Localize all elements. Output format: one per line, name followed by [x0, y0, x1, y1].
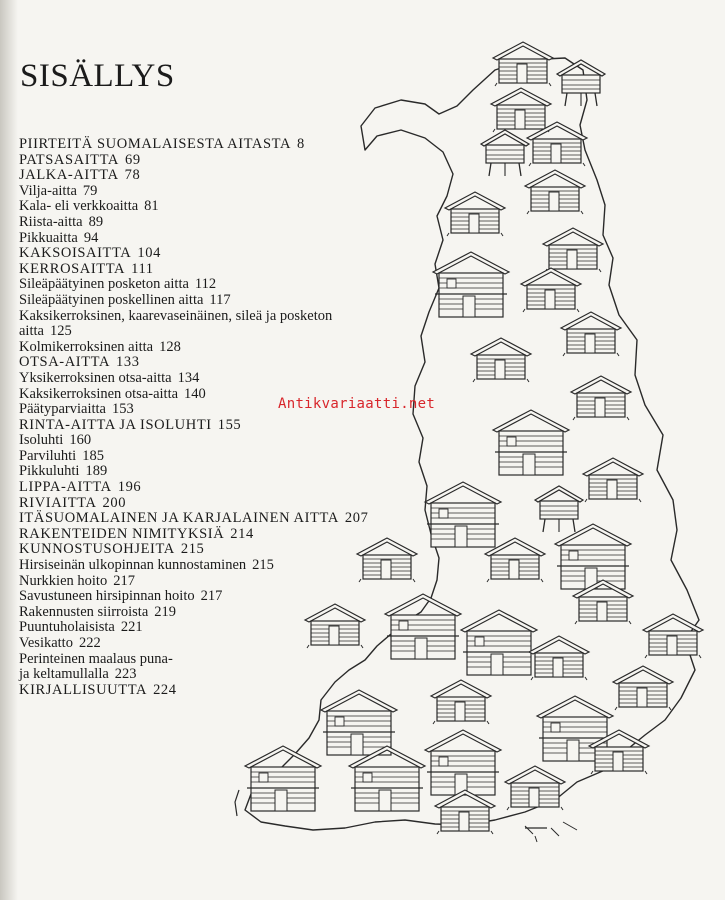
- toc-entry-title: aitta: [19, 323, 44, 340]
- toc-entry-page-number: 155: [217, 416, 242, 433]
- toc-entry-title: Hirsiseinän ulkopinnan kunnostaminen: [19, 557, 247, 574]
- page-title: SISÄLLYS: [20, 58, 175, 94]
- toc-entry-title: JALKA-AITTA: [19, 167, 119, 184]
- toc-entry-title: Pikkuluhti: [19, 463, 80, 480]
- toc-entry-page-number: 160: [69, 432, 92, 449]
- toc-entry-page-number: 222: [78, 635, 101, 651]
- toc-entry-page-number: 112: [194, 276, 217, 293]
- toc-entry-title: Kaksikerroksinen otsa-aitta: [19, 385, 179, 402]
- toc-entry-page-number: 223: [114, 666, 137, 683]
- toc-entry-page-number: 89: [88, 213, 104, 230]
- toc-entry-page-number: 117: [209, 291, 231, 308]
- toc-entry-title: KERROSAITTA: [19, 260, 126, 277]
- toc-entry-page-number: 224: [153, 681, 177, 698]
- toc-entry-page-number: 221: [120, 619, 143, 636]
- toc-entry-page-number: 215: [180, 541, 205, 558]
- toc-entry-title: Isoluhti: [19, 432, 64, 449]
- toc-entry-page-number: 125: [49, 323, 72, 340]
- toc-entry-page-number: 214: [230, 525, 254, 542]
- toc-entry-title: Kaksikerroksinen, kaarevaseinäinen, sileä ja posketon: [19, 307, 333, 324]
- toc-entry-title: PATSASAITTA: [19, 151, 119, 168]
- toc-entry-title: Puuntuholaisista: [19, 619, 115, 636]
- toc-entry-title: Pikkuaitta: [19, 229, 78, 246]
- toc-entry-title: RINTA-AITTA JA ISOLUHTI: [19, 416, 212, 433]
- toc-entry-title: Kala- eli verkkoaitta: [19, 198, 139, 215]
- toc-entry-title: RAKENTEIDEN NIMITYKSIÄ: [19, 525, 225, 542]
- watermark-text: Antikvariaatti.net: [278, 396, 436, 412]
- toc-entry-page-number: 200: [102, 494, 127, 511]
- toc-entry-title: PIIRTEITÄ SUOMALAISESTA AITASTA: [19, 136, 292, 152]
- toc-entry-title: Vilja-aitta: [19, 182, 77, 199]
- toc-entry-page-number: 207: [344, 510, 369, 527]
- toc-entry-page-number: 8: [297, 136, 305, 152]
- toc-entry-page-number: 111: [131, 260, 154, 277]
- toc-entry-title: Päätyparviaitta: [19, 401, 106, 418]
- toc-entry-page-number: 196: [117, 479, 142, 496]
- toc-entry-title: Nurkkien hoito: [19, 572, 108, 589]
- toc-entry-title: RIVIAITTA: [19, 494, 97, 511]
- toc-entry-title: Riista-aitta: [19, 213, 83, 230]
- toc-entry-page-number: 104: [137, 245, 161, 262]
- toc-entry-title: Vesikatto: [19, 635, 73, 651]
- toc-entry-title: LIPPA-AITTA: [19, 479, 112, 496]
- toc-entry-page-number: 94: [83, 229, 99, 246]
- toc-entry-page-number: 185: [82, 447, 104, 464]
- toc-entry-page-number: 128: [159, 338, 181, 355]
- book-spine-shadow: [0, 0, 18, 900]
- toc-entry-page-number: 79: [82, 182, 98, 199]
- toc-entry-page-number: 217: [200, 588, 223, 605]
- toc-entry-page-number: 153: [111, 401, 134, 418]
- toc-entry-page-number: 134: [177, 369, 200, 386]
- toc-entry-page-number: 219: [154, 603, 177, 620]
- toc-entry-page-number: 140: [184, 385, 206, 402]
- toc-entry-title: Sileäpäätyinen posketon aitta: [19, 276, 189, 293]
- toc-entry-title: KAKSOISAITTA: [19, 245, 132, 262]
- toc-entry-title: Perinteinen maalaus puna-: [19, 650, 173, 667]
- toc-entry-title: Kolmikerroksinen aitta: [19, 338, 154, 355]
- toc-entry-title: Sileäpäätyinen poskellinen aitta: [19, 291, 204, 308]
- toc-entry-title: KUNNOSTUSOHJEITA: [19, 541, 175, 558]
- toc-entry-title: OTSA-AITTA: [19, 354, 111, 371]
- toc-entry-page-number: 81: [144, 198, 159, 215]
- toc-entry-title: Savustuneen hirsipinnan hoito: [19, 588, 195, 605]
- toc-entry-title: ITÄSUOMALAINEN JA KARJALAINEN AITTA: [19, 510, 339, 527]
- toc-entry-page-number: 78: [124, 167, 141, 184]
- toc-entry-page-number: 69: [124, 151, 141, 168]
- finland-map-with-granary-drawings-icon: [225, 30, 725, 850]
- toc-entry-title: Rakennusten siirroista: [19, 603, 149, 620]
- toc-entry-title: Parviluhti: [19, 447, 77, 464]
- toc-entry-page-number: 217: [113, 572, 135, 589]
- toc-entry-page-number: 215: [252, 557, 274, 574]
- toc-entry-title: KIRJALLISUUTTA: [19, 681, 148, 698]
- toc-entry-title: ja keltamullalla: [19, 666, 109, 683]
- toc-entry-page-number: 189: [85, 463, 108, 480]
- toc-entry-page-number: 133: [116, 354, 140, 371]
- toc-entry-title: Yksikerroksinen otsa-aitta: [19, 369, 172, 386]
